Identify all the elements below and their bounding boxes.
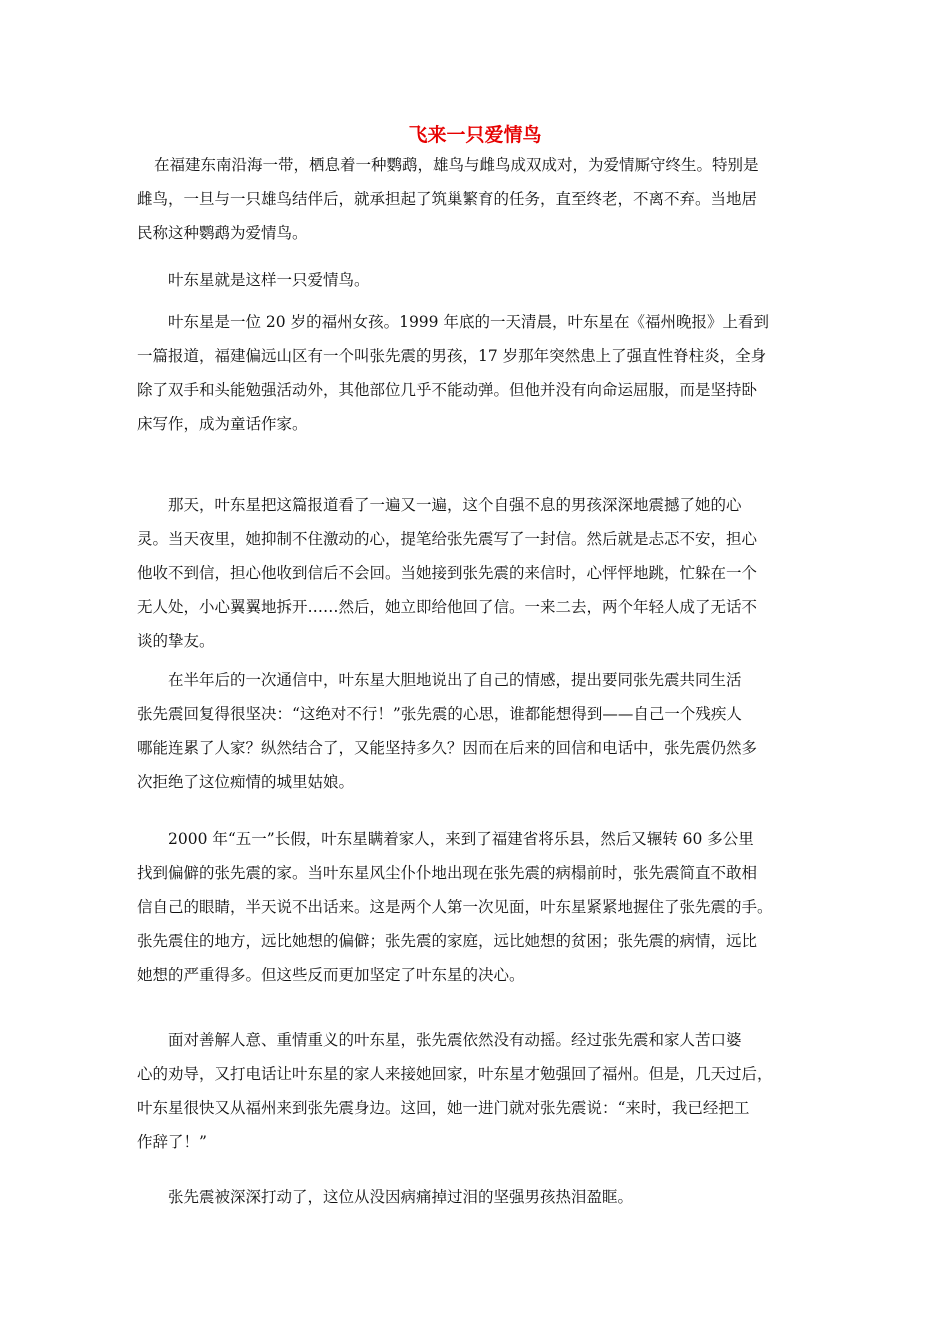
text-line: 张先震被深深打动了，这位从没因病痛掉过泪的坚强男孩热泪盈眶。 <box>168 1188 634 1206</box>
text-line: 叶东星是一位 20 岁的福州女孩。1999 年底的一天清晨，叶东星在《福州晚报》上看到 <box>168 313 769 331</box>
text-line: 他收不到信，担心他收到信后不会回。当她接到张先震的来信时，心怦怦地跳，忙躲在一个 <box>137 564 758 582</box>
text-line: 次拒绝了这位痴情的城里姑娘。 <box>137 773 355 791</box>
paragraph <box>137 148 813 250</box>
text-line: 灵。当天夜里，她抑制不住激动的心，提笔给张先震写了一封信。然后就是忐忑不安，担心 <box>137 530 758 548</box>
text-line: 作辞了！” <box>137 1133 207 1151</box>
text-line: 床写作，成为童话作家。 <box>137 415 308 433</box>
text-line: 面对善解人意、重情重义的叶东星，张先震依然没有动摇。经过张先震和家人苦口婆 <box>168 1031 742 1049</box>
paragraph <box>137 1180 813 1214</box>
text-line: 谈的挚友。 <box>137 632 215 650</box>
article-title: 飞来一只爱情鸟 <box>408 124 542 146</box>
text-line: 那天，叶东星把这篇报道看了一遍又一遍，这个自强不息的男孩深深地震撼了她的心 <box>168 496 742 514</box>
text-line: 叶东星就是这样一只爱情鸟。 <box>168 271 370 289</box>
text-line: 张先震住的地方，远比她想的偏僻；张先震的家庭，远比她想的贫困；张先震的病情，远比 <box>137 932 758 950</box>
text-line: 信自己的眼睛，半天说不出话来。这是两个人第一次见面，叶东星紧紧地握住了张先震的手。 <box>137 898 773 916</box>
text-line: 在半年后的一次通信中，叶东星大胆地说出了自己的情感，提出要同张先震共同生活 <box>168 671 742 689</box>
text-line: 她想的严重得多。但这些反而更加坚定了叶东星的决心。 <box>137 966 525 984</box>
paragraph <box>137 1023 813 1159</box>
text-line: 心的劝导，又打电话让叶东星的家人来接她回家，叶东星才勉强回了福州。但是，几天过后， <box>137 1065 773 1083</box>
text-line: 除了双手和头能勉强活动外，其他部位几乎不能动弹。但他并没有向命运屈服，而是坚持卧 <box>137 381 758 399</box>
text-line: 张先震回复得很坚决：“这绝对不行！”张先震的心思，谁都能想得到——自己一个残疾人 <box>137 705 742 723</box>
text-line: 找到偏僻的张先震的家。当叶东星风尘仆仆地出现在张先震的病榻前时，张先震简直不敢相 <box>137 864 758 882</box>
paragraph <box>137 263 813 297</box>
text-line: 一篇报道，福建偏远山区有一个叫张先震的男孩，17 岁那年突然患上了强直性脊柱炎，全身 <box>137 347 767 365</box>
paragraph <box>137 488 813 658</box>
text-line: 2000 年“五一”长假，叶东星瞒着家人，来到了福建省将乐县，然后又辗转 60 多公里 <box>168 830 754 848</box>
paragraph <box>137 822 813 992</box>
text-line: 雌鸟，一旦与一只雄鸟结伴后，就承担起了筑巢繁育的任务，直至终老，不离不弃。当地居 <box>137 190 758 208</box>
text-line: 民称这种鹦鹉为爱情鸟。 <box>137 224 308 242</box>
paragraph <box>137 305 813 441</box>
text-line: 叶东星很快又从福州来到张先震身边。这回，她一进门就对张先震说：“来时，我已经把工 <box>137 1099 750 1117</box>
text-line: 在福建东南沿海一带，栖息着一种鹦鹉，雄鸟与雌鸟成双成对，为爱情厮守终生。特别是 <box>154 156 759 174</box>
text-line: 无人处，小心翼翼地拆开……然后，她立即给他回了信。一来二去，两个年轻人成了无话不 <box>137 598 758 616</box>
paragraph <box>137 663 813 799</box>
text-line: 哪能连累了人家？纵然结合了，又能坚持多久？因而在后来的回信和电话中，张先震仍然多 <box>137 739 758 757</box>
